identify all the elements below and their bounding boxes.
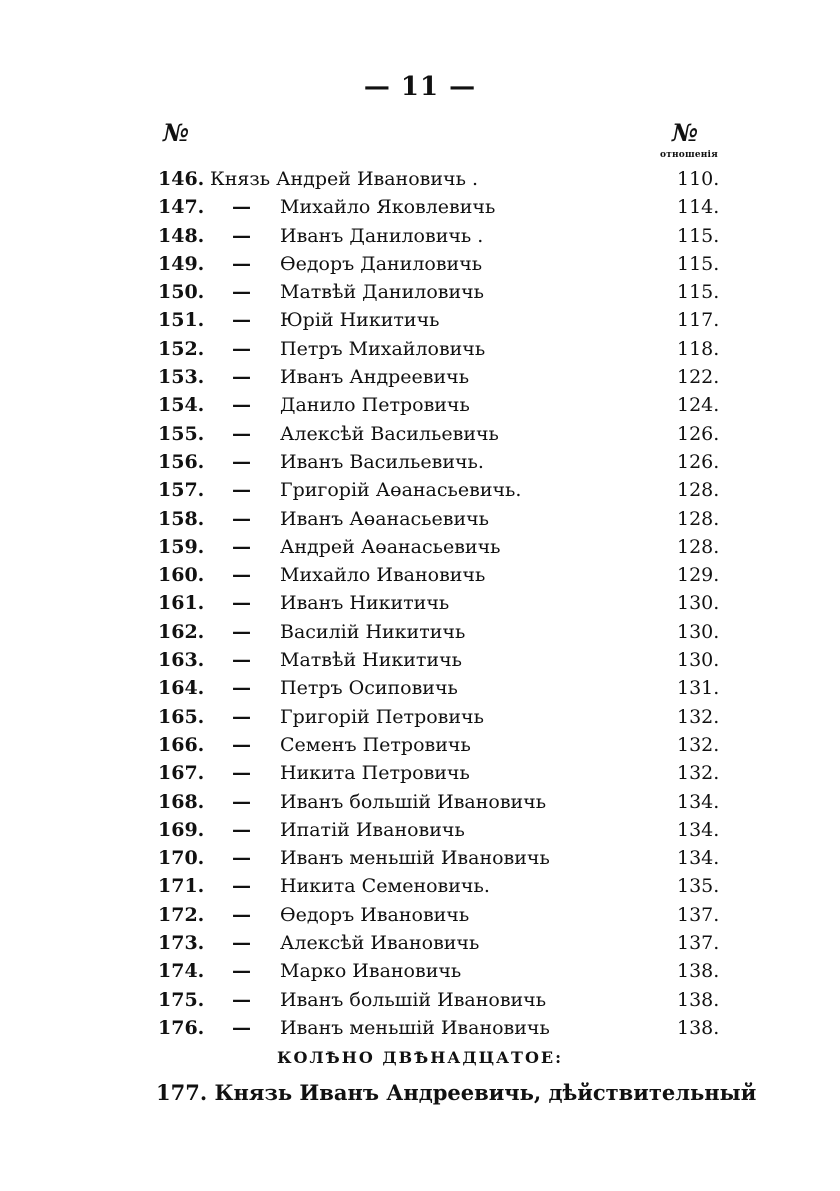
entry-name: Иванъ меньшій Ивановичь [280, 847, 550, 870]
entry-reference: 137. [677, 903, 720, 926]
entry-reference: 115. [677, 281, 720, 304]
entry-reference: 130. [677, 620, 720, 643]
list-item [0, 194, 840, 222]
list-item [0, 421, 840, 449]
entry-name: Иванъ Васильевичь. [280, 450, 484, 473]
entry-number: 154. [158, 394, 205, 417]
entry-name: Матвѣй Никитичь [280, 649, 463, 672]
list-item [0, 477, 840, 505]
entry-reference: 132. [677, 705, 720, 728]
entry-name: Ипатій Ивановичь [280, 818, 465, 841]
reference-column-subheader: отношенія [660, 150, 719, 160]
entry-name: Иванъ меньшій Ивановичь [280, 1016, 550, 1039]
entry-reference: 134. [677, 790, 720, 813]
entry-dash: — [232, 592, 251, 615]
entry-reference: 138. [677, 1016, 720, 1039]
entry-number: 174. [158, 960, 205, 983]
entry-dash: — [232, 903, 251, 926]
list-item [0, 732, 840, 760]
entry-dash: — [232, 479, 251, 502]
entry-dash: — [232, 960, 251, 983]
entry-dash: — [232, 988, 251, 1011]
entry-name: Князь Андрей Ивановичь . [210, 168, 479, 190]
entry-number: 146. [158, 168, 205, 190]
list-item [0, 223, 840, 251]
entry-name: Иванъ Андреевичь [280, 366, 470, 389]
entry-number: 152. [158, 337, 205, 360]
entry-dash: — [232, 535, 251, 558]
entry-reference: 115. [677, 252, 720, 275]
entry-number: 169. [158, 818, 205, 841]
entry-dash: — [232, 564, 251, 587]
list-item [0, 619, 840, 647]
list-item [0, 307, 840, 335]
entry-number: 173. [158, 932, 205, 955]
entry-dash: — [232, 507, 251, 530]
entry-dash: — [232, 366, 251, 389]
entry-reference: 130. [677, 592, 720, 615]
entry-dash: — [232, 196, 251, 219]
page-number: — 11 — [363, 72, 477, 102]
list-item [0, 562, 840, 590]
entry-reference: 115. [677, 224, 720, 247]
entry-number: 149. [158, 252, 205, 275]
entry-reference: 134. [677, 818, 720, 841]
entry-dash: — [232, 705, 251, 728]
entry-number: 171. [158, 875, 205, 898]
entry-reference: 134. [677, 847, 720, 870]
entry-number: 159. [158, 535, 205, 558]
entry-dash: — [232, 649, 251, 672]
entry-reference: 124. [677, 394, 720, 417]
entry-reference: 138. [677, 988, 720, 1011]
entry-number: 170. [158, 847, 205, 870]
entry-number: 155. [158, 422, 205, 445]
entry-name: Григорій Петровичь [280, 705, 484, 728]
entry-number: 164. [158, 677, 205, 700]
entry-reference: 138. [677, 960, 720, 983]
list-item [0, 449, 840, 477]
entry-number: 151. [158, 309, 205, 332]
entry-name: Семенъ Петровичь [280, 733, 471, 756]
entry-name: Өедоръ Ивановичь [280, 903, 470, 926]
entry-reference: 130. [677, 649, 720, 672]
entry-number: 176. [158, 1016, 205, 1039]
entry-dash: — [232, 932, 251, 955]
list-item [0, 760, 840, 788]
entry-number: 150. [158, 281, 205, 304]
entry-dash: — [232, 422, 251, 445]
entry-dash: — [232, 224, 251, 247]
list-item [0, 364, 840, 392]
entry-name: Иванъ Никитичь [280, 592, 450, 615]
entry-number: 156. [158, 450, 205, 473]
entry-dash: — [232, 394, 251, 417]
entry-name: Иванъ Аөанасьевичь [280, 507, 490, 530]
entry-number: 172. [158, 903, 205, 926]
entry-reference: 122. [677, 366, 720, 389]
entry-dash: — [232, 847, 251, 870]
entry-number: 148. [158, 224, 205, 247]
entry-reference: 132. [677, 733, 720, 756]
entry-number: 153. [158, 366, 205, 389]
list-item [0, 817, 840, 845]
entry-dash: — [232, 875, 251, 898]
entry-reference: 128. [677, 507, 720, 530]
entry-number: 163. [158, 649, 205, 672]
entry-name: Данило Петровичь [280, 394, 470, 417]
entry-name: Василій Никитичь [280, 620, 466, 643]
entry-reference: 126. [677, 450, 720, 473]
entry-name: Юрій Никитичь [280, 309, 440, 332]
entry-dash: — [232, 677, 251, 700]
list-item [0, 590, 840, 618]
entry-reference: 132. [677, 762, 720, 785]
entry-number: 160. [158, 564, 205, 587]
entry-dash: — [232, 818, 251, 841]
list-item [0, 647, 840, 675]
section-title: КОЛѢНО ДВѢНАДЦАТОЕ: [277, 1048, 563, 1067]
entry-dash: — [232, 281, 251, 304]
entry-name: Алексѣй Ивановичь [280, 932, 480, 955]
list-item [0, 251, 840, 279]
number-sign-left: № [163, 118, 190, 147]
entry-dash: — [232, 1016, 251, 1039]
entry-number: 175. [158, 988, 205, 1011]
genealogy-list [0, 166, 840, 1043]
list-item [0, 704, 840, 732]
entry-name: Григорій Аөанасьевичь. [280, 479, 522, 502]
entry-name: Никита Петровичь [280, 762, 470, 785]
list-item [0, 958, 840, 986]
list-item [0, 675, 840, 703]
entry-number: 165. [158, 705, 205, 728]
list-item [0, 789, 840, 817]
continued-entry: 177. Князь Иванъ Андреевичь, дѣйствительный [156, 1080, 757, 1105]
entry-name: Иванъ большій Ивановичь [280, 790, 547, 813]
entry-dash: — [232, 762, 251, 785]
entry-number: 147. [158, 196, 205, 219]
entry-dash: — [232, 790, 251, 813]
entry-name: Иванъ большій Ивановичь [280, 988, 547, 1011]
list-item [0, 902, 840, 930]
list-item [0, 166, 840, 194]
list-item [0, 873, 840, 901]
entry-reference: 110. [677, 168, 720, 190]
entry-name: Өедоръ Даниловичь [280, 252, 483, 275]
entry-name: Петръ Осиповичь [280, 677, 458, 700]
entry-number: 168. [158, 790, 205, 813]
list-item [0, 279, 840, 307]
entry-reference: 117. [677, 309, 720, 332]
entry-name: Марко Ивановичь [280, 960, 462, 983]
list-item [0, 1015, 840, 1043]
entry-name: Никита Семеновичь. [280, 875, 490, 898]
entry-reference: 114. [677, 196, 720, 219]
entry-reference: 129. [677, 564, 720, 587]
entry-name: Матвѣй Даниловичь [280, 281, 485, 304]
entry-reference: 128. [677, 535, 720, 558]
entry-name: Михайло Яковлевичь [280, 196, 496, 219]
entry-number: 158. [158, 507, 205, 530]
list-item [0, 534, 840, 562]
entry-number: 157. [158, 479, 205, 502]
entries-container [0, 194, 840, 1043]
entry-reference: 131. [677, 677, 720, 700]
entry-reference: 118. [677, 337, 720, 360]
entry-number: 161. [158, 592, 205, 615]
entry-dash: — [232, 252, 251, 275]
entry-reference: 137. [677, 932, 720, 955]
list-item [0, 845, 840, 873]
list-item [0, 987, 840, 1015]
entry-number: 166. [158, 733, 205, 756]
entry-name: Михайло Ивановичь [280, 564, 486, 587]
entry-name: Петръ Михайловичь [280, 337, 486, 360]
entry-reference: 135. [677, 875, 720, 898]
entry-number: 162. [158, 620, 205, 643]
entry-name: Алексѣй Васильевичь [280, 422, 499, 445]
entry-name: Андрей Аөанасьевичь [280, 535, 501, 558]
list-item [0, 392, 840, 420]
list-item [0, 336, 840, 364]
entry-dash: — [232, 450, 251, 473]
entry-dash: — [232, 733, 251, 756]
entry-name: Иванъ Даниловичь . [280, 224, 484, 247]
list-item [0, 930, 840, 958]
entry-dash: — [232, 620, 251, 643]
entry-number: 167. [158, 762, 205, 785]
entry-reference: 126. [677, 422, 720, 445]
number-sign-right: № [672, 118, 699, 147]
entry-reference: 128. [677, 479, 720, 502]
entry-dash: — [232, 337, 251, 360]
entry-dash: — [232, 309, 251, 332]
list-item [0, 506, 840, 534]
